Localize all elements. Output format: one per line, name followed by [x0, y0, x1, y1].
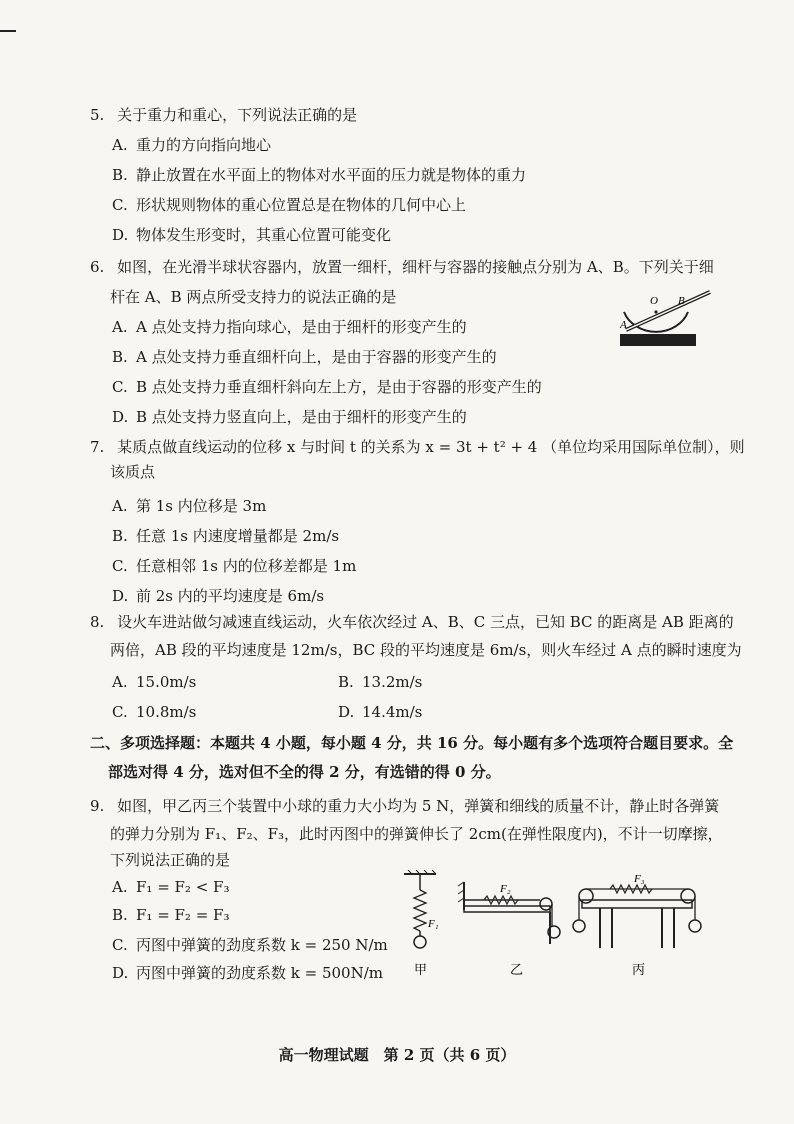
q8-stem-line1: 8. 设火车进站做匀减速直线运动，火车依次经过 A、B、C 三点，已知 BC 的距离是 AB 距离的: [90, 613, 734, 631]
q5-stem-text: 关于重力和重心，下列说法正确的是: [117, 106, 358, 124]
label-f1: F₁: [428, 918, 439, 930]
spring-yi: [484, 896, 518, 904]
q6-option-b: B. A 点处支持力垂直细杆向上，是由于容器的形变产生的: [112, 348, 497, 366]
q7-number: 7.: [90, 438, 105, 456]
q9-number: 9.: [90, 797, 105, 815]
q6-option-d: D. B 点处支持力竖直向上，是由于细杆的形变产生的: [112, 408, 467, 426]
q9-option-d: D. 丙图中弹簧的劲度系数 k = 500N/m: [112, 964, 383, 982]
q5-option-c: C. 形状规则物体的重心位置总是在物体的几何中心上: [112, 196, 467, 214]
q8-option-a: A. 15.0m/s: [112, 673, 197, 691]
ball-bing-left: [573, 920, 585, 932]
q6-stem-line2: 杆在 A、B 两点所受支持力的说法正确的是: [110, 288, 397, 306]
q6-option-a: A. A 点处支持力指向球心，是由于细杆的形变产生的: [112, 318, 467, 336]
q6-figure: [596, 284, 716, 354]
pulley-left: [579, 889, 593, 903]
ball-bing-right: [689, 920, 701, 932]
label-o: O: [650, 295, 658, 307]
spring-jia: [414, 890, 426, 931]
q7-option-a: A. 第 1s 内位移是 3m: [112, 497, 267, 515]
q5-stem: [90, 105, 357, 125]
q8-option-b: B. 13.2m/s: [338, 673, 423, 691]
label-jia: 甲: [414, 963, 428, 978]
q7-stem-line2: 该质点: [110, 463, 156, 481]
pulley-right: [681, 889, 695, 903]
q5-option-a: A. 重力的方向指向地心: [112, 136, 272, 154]
crop-mark: [0, 30, 16, 32]
table-bing: [582, 900, 692, 908]
q9-option-b: B. F₁ = F₂ = F₃: [112, 906, 230, 924]
section2-header-line1: 二、多项选择题：本题共 4 小题，每小题 4 分，共 16 分。每小题有多个选项符合题目要求。全: [90, 734, 734, 752]
q7-option-c: C. 任意相邻 1s 内的位移差都是 1m: [112, 557, 357, 575]
pulley-yi: [540, 898, 552, 910]
ball-jia: [414, 936, 426, 948]
label-a: A: [620, 319, 627, 331]
q8-option-d: D. 14.4m/s: [338, 703, 423, 721]
q6-option-c: C. B 点处支持力垂直细杆斜向左上方，是由于容器的形变产生的: [112, 378, 542, 396]
section2-header-line2: 部选对得 4 分，选对但不全的得 2 分，有选错的得 0 分。: [108, 763, 501, 781]
label-f2: F₂: [500, 883, 511, 895]
label-bing: 丙: [632, 963, 646, 978]
q5-option-b: B. 静止放置在水平面上的物体对水平面的压力就是物体的重力: [112, 166, 527, 184]
q5-number: 5.: [90, 106, 105, 124]
table-yi: [464, 906, 550, 912]
label-f3: F₃: [634, 873, 645, 885]
q7-stem-line1: 7. 某质点做直线运动的位移 x 与时间 t 的关系为 x = 3t + t² + 4 （单位均采用国际单位制），则: [90, 438, 745, 456]
label-b: B: [678, 295, 685, 307]
q9-stem-line1: 9. 如图，甲乙丙三个装置中小球的重力大小均为 5 N，弹簧和细线的质量不计，静止时各弹簧: [90, 797, 720, 815]
q9-option-c: C. 丙图中弹簧的劲度系数 k = 250 N/m: [112, 936, 388, 954]
q8-number: 8.: [90, 613, 105, 631]
q5-option-d: D. 物体发生形变时，其重心位置可能变化: [112, 226, 392, 244]
q8-stem-line2: 两倍，AB 段的平均速度是 12m/s，BC 段的平均速度是 6m/s，则火车经过 A 点的瞬时速度为: [110, 641, 742, 659]
q9-figure-bing: [570, 870, 710, 980]
q6-stem-line1: 6. 如图，在光滑半球状容器内，放置一细杆，细杆与容器的接触点分别为 A、B。下列关于细: [90, 258, 714, 276]
q8-option-c: C. 10.8m/s: [112, 703, 197, 721]
center-point: [654, 310, 657, 313]
q9-figure-jia: [400, 870, 440, 980]
container-base: [620, 334, 696, 346]
q9-stem-line3: 下列说法正确的是: [110, 851, 231, 869]
q6-number: 6.: [90, 258, 105, 276]
q7-option-b: B. 任意 1s 内速度增量都是 2m/s: [112, 527, 340, 545]
q7-option-d: D. 前 2s 内的平均速度是 6m/s: [112, 587, 325, 605]
q9-option-a: A. F₁ = F₂ < F₃: [112, 878, 230, 896]
q9-stem-line2: 的弹力分别为 F₁、F₂、F₃，此时丙图中的弹簧伸长了 2cm(在弹性限度内)，不计一切摩擦，: [110, 825, 723, 843]
page-footer: 高一物理试题 第 2 页（共 6 页）: [278, 1046, 516, 1064]
q9-figure-yi: [458, 878, 568, 980]
label-yi: 乙: [510, 963, 524, 978]
